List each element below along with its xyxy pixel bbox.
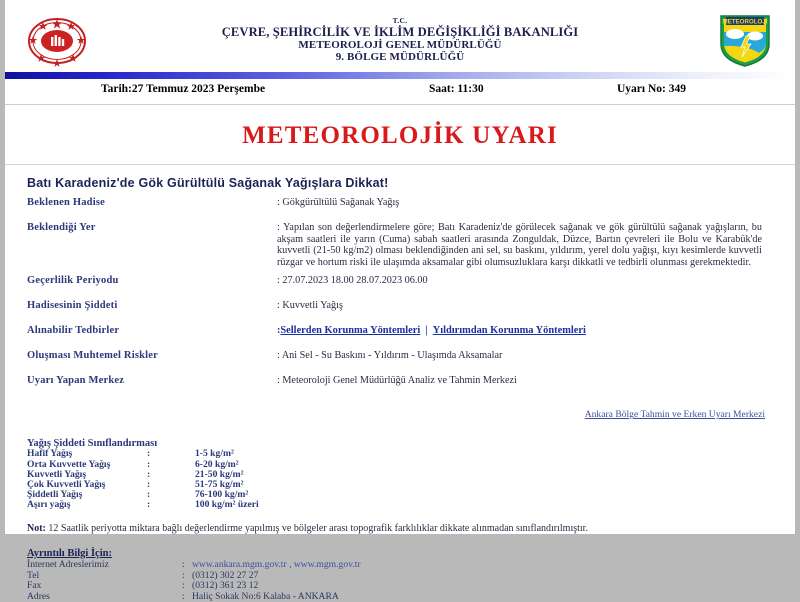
classification-name: Hafif Yağış bbox=[27, 448, 73, 460]
contact-label: Fax bbox=[27, 580, 42, 592]
svg-text:METEOROLOJİ: METEOROLOJİ bbox=[722, 18, 768, 26]
place-value: : Yapılan son değerlendirmelere göre; Batı Karadeniz'de görülecek sağanak ve gök gürültülü sağanak yağışların, bu akşam saatleri ile yarın (Cuma) sabah saatleri arasında Zonguldak, Düzce, Bartın çevreleri ile Bolu ve Karabük'de kuvvetli (21-50 kg/m2) olması beklendiğinden ani sel, su baskını, yıldırım, yerel dolu yağışı, kıyı kesimlerde kuvvetli rüzgar ve hortum riski ile ulaşımda aksamalar gibi olumsuzluklara karşı dikkatli ve tedbirli olunması gerekmektedir. bbox=[277, 222, 762, 268]
flood-protection-link[interactable]: Sellerden Korunma Yöntemleri bbox=[280, 325, 421, 337]
warning-time: Saat: 11:30 bbox=[429, 83, 484, 95]
classification-name: Kuvvetli Yağış bbox=[27, 468, 87, 480]
header-tc: T.C. bbox=[392, 16, 408, 25]
risks-label: Oluşması Muhtemel Riskler bbox=[27, 350, 158, 362]
period-value: : 27.07.2023 18.00 28.07.2023 06.00 bbox=[277, 275, 428, 287]
classification-name: Orta Kuvvette Yağış bbox=[27, 458, 111, 470]
field-row-event bbox=[27, 197, 773, 215]
contact-label: Adres bbox=[27, 590, 50, 602]
divider-line-2 bbox=[5, 164, 795, 165]
warning-subtitle: Batı Karadeniz'de Gök Gürültülü Sağanak Yağışlara Dikkat! bbox=[27, 176, 389, 190]
classification-title: Yağış Şiddeti Sınıflandırması bbox=[27, 438, 158, 450]
header-directorate: METEOROLOJİ GENEL MÜDÜRLÜĞÜ bbox=[298, 39, 502, 51]
risks-value: : Ani Sel - Su Baskını - Yıldırım - Ulaşımda Aksamalar bbox=[277, 350, 503, 362]
document-page bbox=[5, 0, 795, 602]
contact-table bbox=[27, 560, 361, 602]
measures-colon: : bbox=[277, 325, 281, 337]
header-titles bbox=[115, 16, 685, 63]
classification-value: 21-50 kg/m² bbox=[195, 468, 244, 480]
classification-value: 51-75 kg/m² bbox=[195, 478, 244, 490]
website-link[interactable]: www.ankara.mgm.gov.tr , www.mgm.gov.tr bbox=[192, 559, 361, 571]
ministry-emblem-icon bbox=[27, 14, 87, 69]
classification-table bbox=[27, 449, 259, 510]
field-row-risks bbox=[27, 350, 773, 368]
contact-value: (0312) 302 27 27 bbox=[192, 569, 259, 581]
classification-colon: : bbox=[147, 489, 151, 501]
event-label: Beklenen Hadise bbox=[27, 197, 105, 208]
field-row-center bbox=[27, 375, 773, 393]
meteoroloji-shield-icon bbox=[717, 12, 773, 68]
signature-line bbox=[27, 404, 773, 422]
contact-colon: : bbox=[182, 559, 185, 571]
header-divider-bar bbox=[5, 72, 795, 79]
signature-link[interactable]: Ankara Bölge Tahmin ve Erken Uyarı Merkezi bbox=[584, 409, 765, 421]
classification-colon: : bbox=[147, 468, 151, 480]
header-ministry: ÇEVRE, ŞEHİRCİLİK VE İKLİM DEĞİŞİKLİĞİ BAKANLIĞI bbox=[221, 25, 579, 39]
table-row bbox=[27, 500, 259, 510]
center-label: Uyarı Yapan Merkez bbox=[27, 375, 125, 387]
warning-date: Tarih:27 Temmuz 2023 Perşembe bbox=[101, 83, 266, 95]
measures-value bbox=[277, 325, 762, 337]
contact-colon: : bbox=[182, 580, 185, 592]
classification-name: Aşırı yağış bbox=[27, 499, 71, 511]
note-text: 12 Saatlik periyotta miktara bağlı değerlendirme yapılmış ve bölgeler arası topografik farklılıklar dikkate alınmadan sınıflandırılmıştır. bbox=[45, 522, 588, 534]
document-header bbox=[5, 0, 795, 72]
severity-value: : Kuvvetli Yağış bbox=[277, 300, 343, 312]
lightning-protection-link[interactable]: Yıldırımdan Korunma Yöntemleri bbox=[432, 325, 586, 337]
field-row-period bbox=[27, 275, 773, 293]
meta-row bbox=[5, 79, 795, 101]
period-label: Geçerlilik Periyodu bbox=[27, 275, 119, 287]
event-value: : Gökgürültülü Sağanak Yağış bbox=[277, 197, 400, 208]
classification-value: 76-100 kg/m² bbox=[195, 489, 249, 501]
field-row-place bbox=[27, 222, 773, 268]
classification-colon: : bbox=[147, 448, 151, 460]
contact-colon: : bbox=[182, 569, 185, 581]
classification-value: 1-5 kg/m² bbox=[195, 448, 234, 460]
link-separator: | bbox=[425, 325, 428, 337]
classification-name: Çok Kuvvetli Yağış bbox=[27, 478, 106, 490]
note-prefix: Not: bbox=[27, 522, 46, 534]
table-row bbox=[27, 592, 361, 602]
classification-name: Şiddetli Yağış bbox=[27, 489, 83, 501]
contact-value: Haliç Sokak No:6 Kalaba - ANKARA bbox=[192, 590, 339, 602]
divider-line-1 bbox=[5, 104, 795, 105]
center-value: : Meteoroloji Genel Müdürlüğü Analiz ve Tahmin Merkezi bbox=[277, 375, 517, 387]
warning-number: Uyarı No: 349 bbox=[617, 83, 686, 95]
classification-note bbox=[27, 523, 773, 535]
classification-colon: : bbox=[147, 499, 151, 511]
field-row-severity bbox=[27, 300, 773, 318]
field-row-measures bbox=[27, 325, 773, 343]
document-body bbox=[5, 176, 795, 602]
header-region: 9. BÖLGE MÜDÜRLÜĞÜ bbox=[335, 51, 465, 63]
severity-label: Hadisesinin Şiddeti bbox=[27, 300, 118, 312]
page-title: METEOROLOJİK UYARI bbox=[242, 122, 558, 149]
contact-value: (0312) 361 23 12 bbox=[192, 580, 259, 592]
contact-title: Ayrıntılı Bilgi İçin: bbox=[27, 548, 112, 560]
classification-colon: : bbox=[147, 478, 151, 490]
contact-label: İnternet Adreslerimiz bbox=[27, 559, 109, 571]
classification-colon: : bbox=[147, 458, 151, 470]
contact-label: Tel bbox=[27, 569, 40, 581]
contact-colon: : bbox=[182, 590, 185, 602]
classification-value: 100 kg/m² üzeri bbox=[195, 499, 259, 511]
place-label: Beklendiği Yer bbox=[27, 222, 96, 233]
classification-value: 6-20 kg/m² bbox=[195, 458, 239, 470]
measures-label: Alınabilir Tedbirler bbox=[27, 325, 120, 337]
